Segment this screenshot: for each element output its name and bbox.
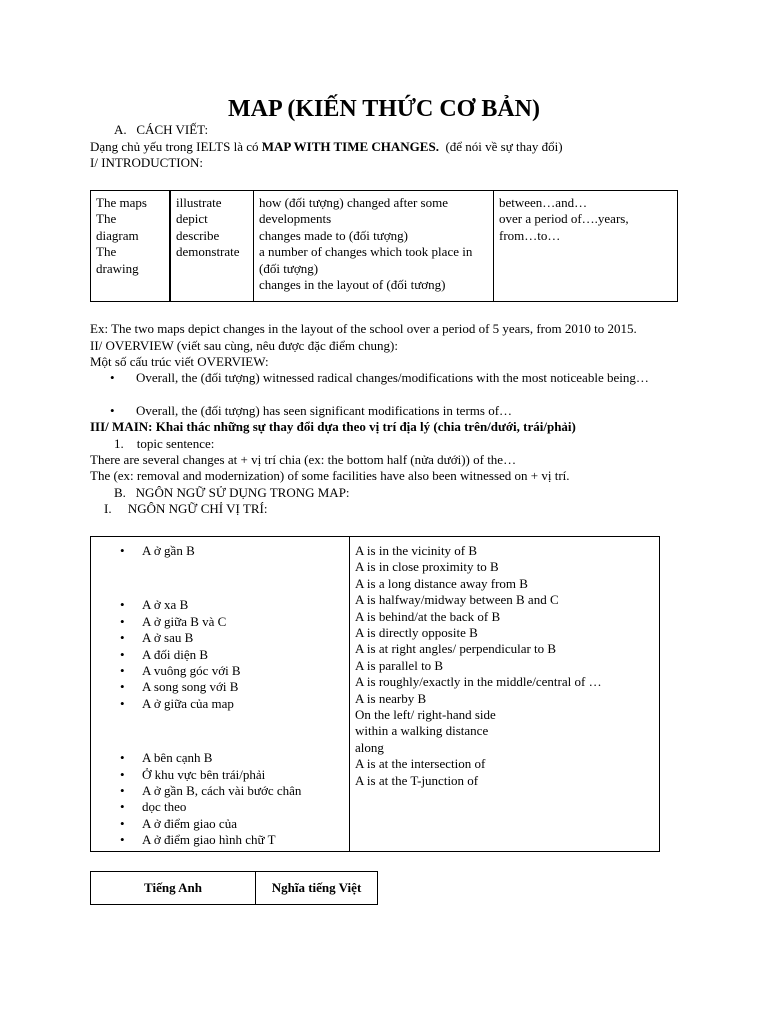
list-item: • A ở điểm giao của: [96, 816, 344, 832]
table-cell-line: (đối tượng): [259, 260, 319, 276]
intro-table-objects: [254, 191, 494, 302]
page-title: MAP (KIẾN THỨC CƠ BẢN): [228, 96, 540, 122]
table-cell-line: a number of changes which took place in: [259, 244, 473, 260]
list-item: • A đối diện B: [96, 647, 344, 663]
list-item: • A ở sau B: [96, 630, 344, 646]
table-cell-line: over a period of….years,: [499, 211, 629, 227]
table-cell-line: On the left/ right-hand side: [355, 707, 496, 723]
topic-line-1: There are several changes at + vị trí chia (ex: the bottom half (nửa dưới)) of the…: [90, 452, 517, 467]
overview-bullet-1: Overall, the (đối tượng) witnessed radical changes/modifications with the most noticeable being…: [136, 370, 649, 385]
table-cell-line: A is a long distance away from B: [355, 575, 528, 591]
table-cell-line: illustrate: [176, 195, 222, 210]
table-cell-line: A is nearby B: [355, 690, 427, 706]
table-cell-line: drawing: [96, 260, 139, 276]
table-cell-line: A is directly opposite B: [355, 625, 478, 641]
list-item: • A ở gần B: [96, 543, 344, 559]
list-item: • Ở khu vực bên trái/phải: [96, 767, 344, 783]
table-cell-line: changes in the layout of (đối tương): [259, 277, 446, 293]
vocab-header-vietnamese: Nghĩa tiếng Việt: [256, 872, 378, 905]
table-cell-line: A is roughly/exactly in the middle/central of …: [355, 674, 602, 690]
table-cell-line: A is behind/at the back of B: [355, 608, 501, 624]
table-cell-line: diagram: [96, 227, 139, 243]
table-cell-line: describe: [176, 227, 220, 243]
table-cell-line: A is at the T-junction of: [355, 772, 479, 788]
list-item: • A ở giữa của map: [96, 696, 344, 712]
overview-bullet-2: Overall, the (đối tượng) has seen significant modifications in terms of…: [136, 403, 513, 418]
table-cell-line: from…to…: [499, 227, 561, 243]
table-cell-line: A is in the vicinity of B: [355, 543, 478, 558]
topic-sentence-item: 1. topic sentence:: [114, 436, 215, 451]
table-cell-line: A is parallel to B: [355, 657, 444, 673]
intro-table-verbs: [170, 191, 254, 302]
table-cell-line: A is at the intersection of: [355, 756, 486, 772]
vocab-table: [90, 871, 378, 905]
section-b1-heading: I. NGÔN NGỮ CHỈ VỊ TRÍ:: [104, 501, 268, 516]
position-list-3: [96, 750, 344, 848]
table-cell-line: depict: [176, 211, 208, 227]
table-cell-line: between…and…: [499, 195, 588, 210]
table-cell-line: A is in close proximity to B: [355, 559, 499, 575]
table-cell-line: demonstrate: [176, 244, 240, 260]
main-heading: III/ MAIN: Khai thác những sự thay đổi dựa theo vị trí địa lý (chia trên/dưới, trái/phải): [90, 419, 576, 434]
table-cell-line: A is halfway/midway between B and C: [355, 592, 559, 608]
topic-line-2: The (ex: removal and modernization) of some facilities have also been witnessed on + vị trí.: [90, 468, 570, 483]
list-item: • A vuông góc với B: [96, 663, 344, 679]
intro-line-post: (để nói về sự thay đổi): [438, 139, 563, 154]
intro-table-subjects: [91, 191, 171, 302]
intro-line: [90, 139, 563, 155]
table-cell-line: along: [355, 739, 384, 755]
position-english-column: [350, 537, 660, 852]
overview-subheading: Một số cấu trúc viết OVERVIEW:: [90, 354, 269, 369]
position-list-2: [96, 597, 344, 712]
overview-heading: II/ OVERVIEW (viết sau cùng, nêu được đặc điểm chung):: [90, 338, 398, 353]
position-table: [90, 536, 660, 852]
intro-heading: I/ INTRODUCTION:: [90, 155, 204, 170]
example-sentence: Ex: The two maps depict changes in the layout of the school over a period of 5 years, from 2010 to 2015.: [90, 321, 637, 336]
list-item: • A ở xa B: [96, 597, 344, 613]
table-cell-line: A is at right angles/ perpendicular to B: [355, 641, 557, 657]
section-a-heading: A. CÁCH VIẾT:: [114, 122, 209, 137]
intro-table-time: [494, 191, 678, 302]
list-item: • dọc theo: [96, 799, 344, 815]
table-cell-line: within a walking distance: [355, 723, 489, 739]
list-item: • A bên cạnh B: [96, 750, 344, 766]
table-cell-line: how (đối tượng) changed after some: [259, 195, 449, 210]
list-item: • A ở giữa B và C: [96, 614, 344, 630]
table-cell-line: The: [96, 244, 117, 260]
intro-table: [90, 190, 678, 302]
position-list-1: [96, 543, 344, 559]
position-vietnamese-column: [91, 537, 350, 852]
table-cell-line: The: [96, 211, 117, 227]
list-item: • A ở điểm giao hình chữ T: [96, 832, 344, 848]
intro-line-pre: Dạng chủ yếu trong IELTS là có: [90, 139, 262, 154]
list-item: • A song song với B: [96, 679, 344, 695]
intro-line-bold: MAP WITH TIME CHANGES.: [261, 139, 439, 154]
section-b-heading: B. NGÔN NGỮ SỬ DỤNG TRONG MAP:: [114, 485, 350, 500]
vocab-header-english: Tiếng Anh: [91, 872, 256, 905]
table-cell-line: The maps: [96, 195, 147, 210]
table-cell-line: developments: [259, 211, 332, 227]
list-item: • A ở gần B, cách vài bước chân: [96, 783, 344, 799]
table-cell-line: changes made to (đối tượng): [259, 227, 408, 243]
